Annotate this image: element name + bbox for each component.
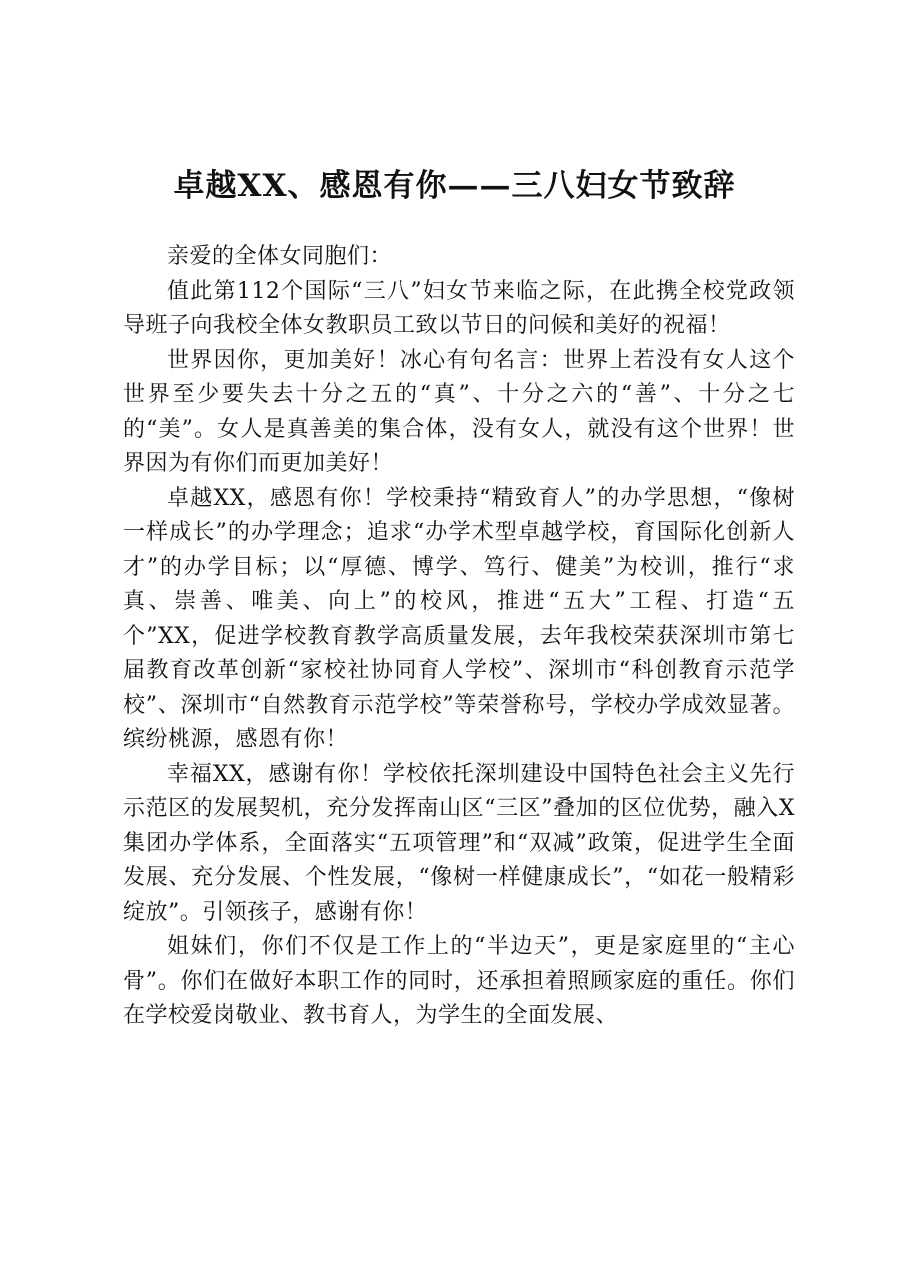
document-title: 卓越XX、感恩有你——三八妇女节致辞 <box>173 168 736 204</box>
paragraph-greeting: 值此第112个国际“三八”妇女节来临之际，在此携全校党政领导班子向我校全体女教职员工致以节日的问候和美好的祝福！ <box>123 278 795 338</box>
paragraph-sisters: 姐妹们，你们不仅是工作上的“半边天”，更是家庭里的“主心骨”。你们在做好本职工作的同时，还承担着照顾家庭的重任。你们在学校爱岗敬业、教书育人，为学生的全面发展、 <box>123 934 795 1028</box>
salutation: 亲爱的全体女同胞们： <box>167 244 393 269</box>
paragraph-happiness: 幸福XX，感谢有你！学校依托深圳建设中国特色社会主义先行示范区的发展契机，充分发挥南山区“三区”叠加的区位优势，融入X集团办学体系，全面落实“五项管理”和“双减”政策，促进学生全面发展、充分发展、个性发展，“像树一样健康成长”，“如花一般精彩绽放”。引领孩子，感谢有你！ <box>123 761 795 925</box>
document-body <box>123 240 795 1034</box>
paragraph-excellence: 卓越XX，感恩有你！学校秉持“精致育人”的办学思想，“像树一样成长”的办学理念；追求“办学术型卓越学校，育国际化创新人才”的办学目标；以“厚德、博学、笃行、健美”为校训，推行“求真、崇善、唯美、向上”的校风，推进“五大”工程、打造“五个”XX，促进学校教育教学高质量发展，去年我校荣获深圳市第七届教育改革创新“家校社协同育人学校”、深圳市“科创教育示范学校”、深圳市“自然教育示范学校”等荣誉称号，学校办学成效显著。缤纷桃源，感恩有你！ <box>123 485 795 752</box>
paragraph-world: 世界因你，更加美好！冰心有句名言：世界上若没有女人这个世界至少要失去十分之五的“真”、十分之六的“善”、十分之七的“美”。女人是真善美的集合体，没有女人，就没有这个世界！世界因为有你们而更加美好！ <box>123 347 795 476</box>
